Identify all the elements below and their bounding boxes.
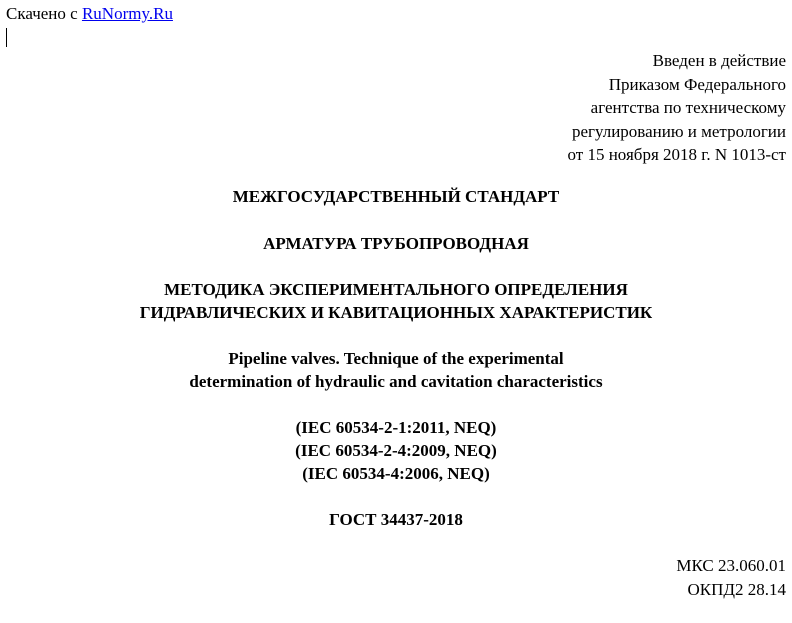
- iec-ref: (IEC 60534-2-1:2011, NEQ): [295, 418, 497, 437]
- title-english: [0, 347, 792, 393]
- source-link[interactable]: RuNormy.Ru: [81, 4, 173, 23]
- standard-type-text: МЕЖГОСУДАРСТВЕННЫЙ СТАНДАРТ: [232, 187, 560, 206]
- text-cursor: [6, 28, 7, 47]
- classification-code: МКС 23.060.01: [676, 556, 786, 575]
- title-ru-line: МЕТОДИКА ЭКСПЕРИМЕНТАЛЬНОГО ОПРЕДЕЛЕНИЯ: [164, 280, 628, 299]
- enactment-line: агентства по техническому: [590, 98, 786, 117]
- standard-type: [0, 185, 792, 208]
- title-russian: [0, 278, 792, 324]
- subject-text: АРМАТУРА ТРУБОПРОВОДНАЯ: [263, 234, 529, 253]
- classification-block: [676, 554, 786, 601]
- title-ru-line: ГИДРАВЛИЧЕСКИХ И КАВИТАЦИОННЫХ ХАРАКТЕРИСТИК: [139, 303, 653, 322]
- enactment-block: [568, 49, 787, 167]
- gost-number-text: ГОСТ 34437-2018: [329, 510, 463, 529]
- enactment-line: регулированию и метрологии: [571, 121, 786, 141]
- source-prefix: Скачено с: [6, 4, 82, 23]
- gost-number: [0, 508, 792, 531]
- subject-heading: [0, 232, 792, 255]
- enactment-line: Приказом Федерального: [608, 74, 786, 94]
- iec-references: [0, 416, 792, 485]
- iec-ref: (IEC 60534-2-4:2009, NEQ): [295, 441, 497, 460]
- enactment-line: от 15 ноября 2018 г. N 1013-ст: [567, 145, 786, 164]
- classification-code: ОКПД2 28.14: [687, 579, 786, 599]
- title-en-line: Pipeline valves. Technique of the experimental: [228, 349, 564, 368]
- enactment-line: Введен в действие: [652, 51, 786, 70]
- title-en-line: determination of hydraulic and cavitation characteristics: [189, 372, 603, 391]
- source-line: [6, 4, 173, 24]
- iec-ref: (IEC 60534-4:2006, NEQ): [302, 464, 490, 483]
